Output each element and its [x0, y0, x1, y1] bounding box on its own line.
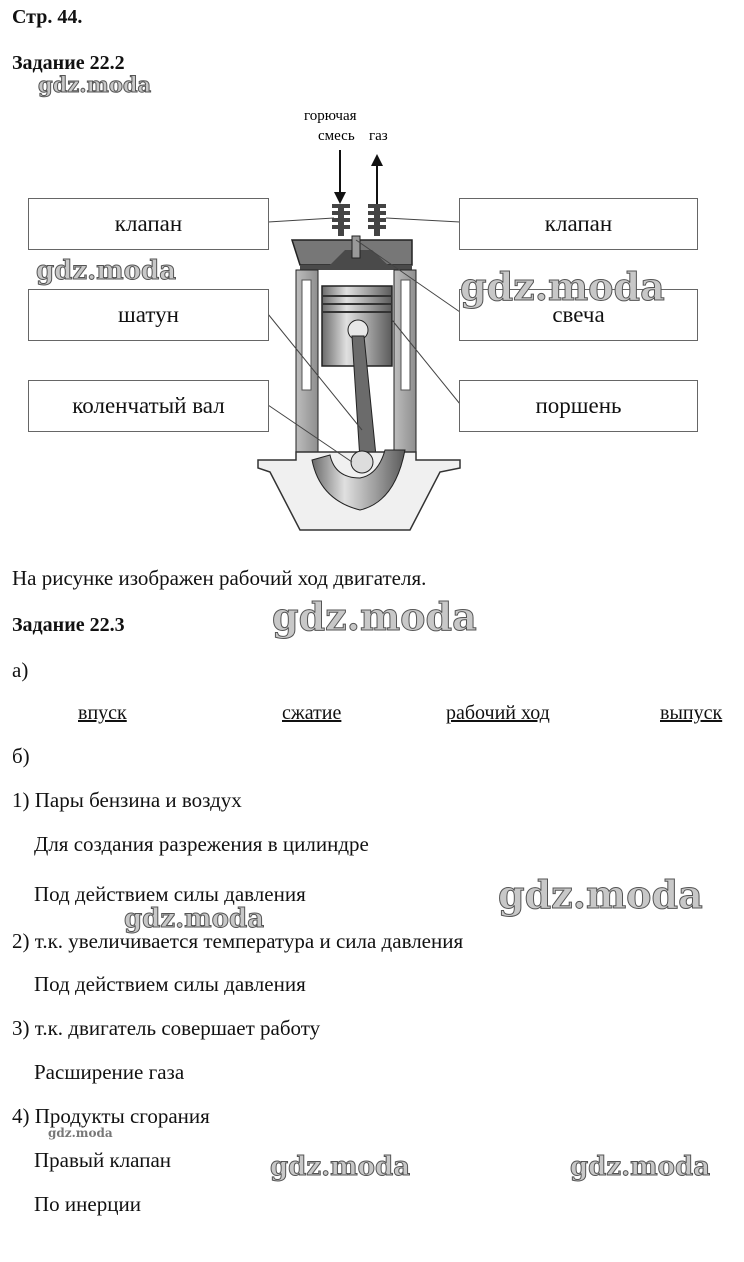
label-box-conrod: шатун: [28, 289, 269, 341]
label-box-valve-left: клапан: [28, 198, 269, 250]
valve-spring-right: [368, 204, 386, 236]
answer-4: 4) Продукты сгорания: [12, 1104, 210, 1128]
label-box-spark-plug: свеча: [459, 289, 698, 341]
coolant-right: [401, 280, 410, 390]
watermark-9: gdz.moda: [570, 1152, 711, 1182]
watermark-6: gdz.moda: [124, 904, 265, 934]
diagram-caption: На рисунке изображен рабочий ход двигателя.: [12, 566, 427, 590]
watermark-3: gdz.moda: [460, 264, 665, 309]
watermark-5: gdz.moda: [498, 872, 703, 917]
task-22-2-title: Задание 22.2: [12, 52, 125, 74]
crank-pin: [351, 451, 373, 473]
watermark-4: gdz.moda: [272, 594, 477, 639]
part-a-label: а): [12, 658, 29, 682]
stroke-intake: впуск: [78, 702, 127, 724]
stroke-power: рабочий ход: [446, 702, 550, 724]
answer-2: 2) т.к. увеличивается температура и сила давления: [12, 929, 464, 953]
valve-spring-left: [332, 204, 350, 236]
answer-3a: Расширение газа: [34, 1060, 185, 1084]
watermark-7: gdz.moda: [48, 1126, 113, 1140]
engine-diagram: [0, 100, 744, 640]
task-22-3-title: Задание 22.3: [12, 614, 125, 636]
stroke-compression: сжатие: [282, 702, 342, 724]
watermark-1: gdz.moda: [38, 72, 152, 97]
arrow-in-head: [334, 192, 346, 204]
answer-1: 1) Пары бензина и воздух: [12, 788, 242, 812]
label-gas: газ: [369, 128, 388, 144]
answer-3: 3) т.к. двигатель совершает работу: [12, 1016, 321, 1040]
answer-4a: Правый клапан: [34, 1148, 172, 1172]
label-fuel-mixture-2: смесь: [318, 128, 355, 144]
arrow-out-head: [371, 154, 383, 166]
watermark-8: gdz.moda: [270, 1152, 411, 1182]
answer-1b: Под действием силы давления: [34, 882, 306, 906]
label-box-valve-right: клапан: [459, 198, 698, 250]
label-fuel-mixture-1: горючая: [304, 108, 357, 124]
answer-4b: По инерции: [34, 1192, 141, 1216]
watermark-2: gdz.moda: [36, 256, 177, 286]
label-box-piston: поршень: [459, 380, 698, 432]
answer-2a: Под действием силы давления: [34, 972, 306, 996]
spark-plug: [352, 236, 360, 258]
part-b-label: б): [12, 744, 30, 768]
stroke-exhaust: выпуск: [660, 702, 723, 724]
page-label: Стр. 44.: [12, 6, 83, 28]
coolant-left: [302, 280, 311, 390]
label-box-crankshaft: коленчатый вал: [28, 380, 269, 432]
answer-1a: Для создания разрежения в цилиндре: [34, 832, 369, 856]
